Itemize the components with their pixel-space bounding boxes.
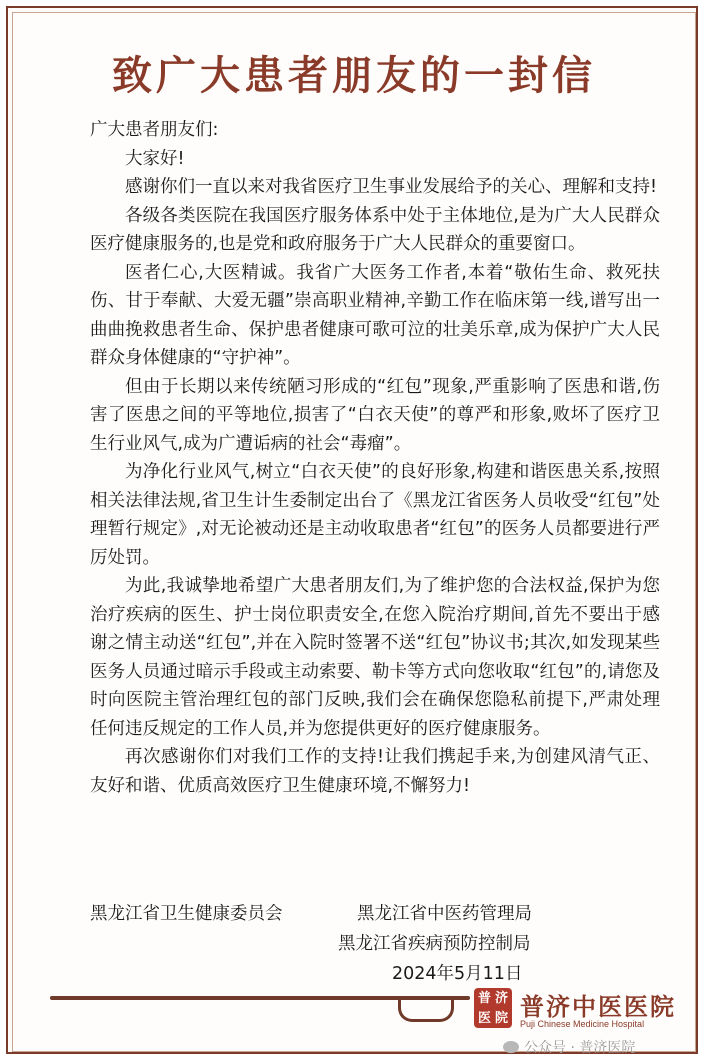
signature-tcm-bureau: 黑龙江省中医药管理局	[357, 904, 532, 924]
watermark-text: 公众号 · 普济医院	[524, 1040, 636, 1056]
paragraph: 大家好!	[125, 148, 185, 169]
paragraph: 为此,我诚挚地希望广大患者朋友们,为了维护您的合法权益,保护为您治疗疾病的医生、护士岗位职责安全,在您入院治疗期间,首先不要出于感谢之情主动送“红包”,并在入院时签署不送“红包”协议书;其次,如发现某些医务人员通过暗示手段或主动索要、勒卡等方式向您收取“红包”的,请您及时向医院主管治理红包的部门反映,我们会在确保您隐私前提下,严肃处理任何违反规定的工作人员,并为您提供更好的医疗健康服务。	[90, 576, 660, 739]
seal-char: 济	[494, 990, 508, 1006]
letter-date: 2024年5月11日	[392, 964, 523, 984]
paragraph: 但由于长期以来传统陋习形成的“红包”现象,严重影响了医患和谐,伤害了医患之间的平等地位,损害了“白衣天使”的尊严和形象,败坏了医疗卫生行业风气,成为广遭诟病的社会“毒瘤”。	[90, 376, 660, 454]
salutation: 广大患者朋友们:	[90, 120, 219, 140]
wechat-icon	[503, 1041, 519, 1053]
footer-divider-hook	[398, 1000, 454, 1022]
paragraph: 感谢你们一直以来对我省医疗卫生事业发展给予的关心、理解和支持!	[125, 177, 658, 197]
hospital-name-en: Puji Chinese Medicine Hospital	[520, 1019, 645, 1029]
hospital-name: 普济中医医院	[520, 992, 676, 1021]
letter-body	[90, 116, 660, 800]
paragraph: 为净化行业风气,树立“白衣天使”的良好形象,构建和谐医患关系,按照相关法律法规,省卫生计生委制定出台了《黑龙江省医务人员收受“红包”处理暂行规定》,对无论被动还是主动收取患者“红包”的医务人员都要进行严厉处罚。	[90, 462, 660, 568]
hospital-seal-logo	[474, 988, 512, 1028]
signature-health-commission: 黑龙江省卫生健康委员会	[90, 904, 283, 924]
signature-cdc: 黑龙江省疾病预防控制局	[338, 934, 531, 954]
wechat-watermark	[503, 1037, 635, 1057]
seal-char: 医	[477, 1010, 491, 1026]
paragraph: 各级各类医院在我国医疗服务体系中处于主体地位,是为广大人民群众医疗健康服务的,也是党和政府服务于广大人民群众的重要窗口。	[90, 205, 660, 254]
paragraph: 医者仁心,大医精诚。我省广大医务工作者,本着“敬佑生命、救死扶伤、甘于奉献、大爱无疆”崇高职业精神,辛勤工作在临床第一线,谱写出一曲曲挽救患者生命、保护患者健康可歌可泣的壮美乐章,成为保护广大人民群众身体健康的“守护神”。	[90, 262, 660, 368]
letter-title: 致广大患者朋友的一封信	[112, 52, 596, 99]
seal-char: 院	[494, 1010, 508, 1026]
paragraph: 再次感谢你们对我们工作的支持!让我们携起手来,为创建风清气正、友好和谐、优质高效医疗卫生健康环境,不懈努力!	[90, 747, 660, 796]
seal-char: 普	[477, 990, 491, 1006]
